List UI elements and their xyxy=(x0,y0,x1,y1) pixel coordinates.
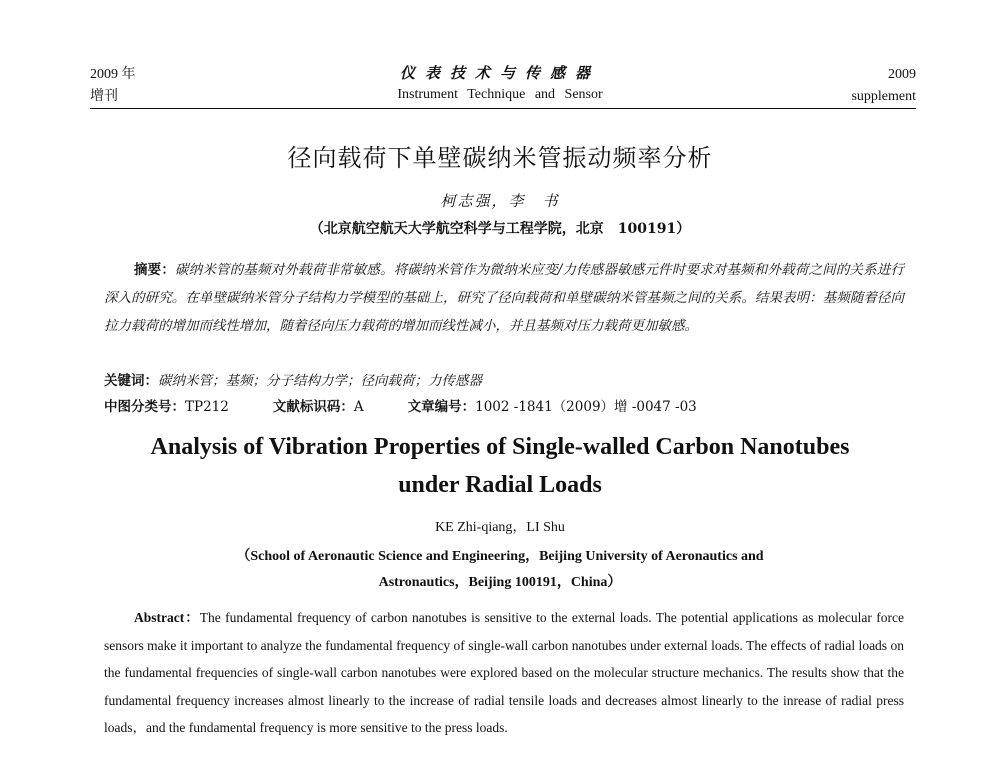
clc-value: TP212 xyxy=(185,399,229,415)
abstract-en-label: Abstract： xyxy=(134,610,200,625)
abstract-en-text: The fundamental frequency of carbon nanotubes is sensitive to the external loads. The potential applications as molecular force sensors make it important to analyze the fundamental frequency of single-wall carbon nanotubes under external loads. The effects of radial loads on the fundamental frequencies of single-wall carbon nanotubes were explored based on the molecular structure mechanics. The results show that the fundamental frequency increases almost linearly to the increase of radial tensile loads and decreases almost linearly to the inrease of radial press loads，and the fundamental frequency is more sensitive to the press loads. xyxy=(104,610,904,735)
abstract-cn-text: 碳纳米管的基频对外载荷非常敏感。将碳纳米管作为微纳米应变/力传感器敏感元件时要求对基频和外载荷之间的关系进行深入的研究。在单壁碳纳米管分子结构力学模型的基础上，研究了径向载荷和单壁碳纳米管基频之间的关系。结果表明：基频随着径向拉力载荷的增加而线性增加，随着径向压力载荷的增加而线性减小，并且基频对压力载荷更加敏感。 xyxy=(104,262,905,334)
authors-en: KE Zhi-qiang，LI Shu xyxy=(435,520,565,535)
affiliation-cn: （北京航空航天大学航空科学与工程学院，北京 100191） xyxy=(309,221,691,237)
header-year-left: 2009 年 xyxy=(90,67,136,82)
abstract-cn-label: 摘要： xyxy=(134,262,176,278)
affiliation-en xyxy=(0,544,1000,596)
article-no-value: 1002 -1841（2009）增 -0047 -03 xyxy=(475,399,697,415)
paper-title-cn: 径向载荷下单壁碳纳米管振动频率分析 xyxy=(287,144,713,172)
journal-header xyxy=(0,62,1000,106)
header-issue-left: 增刊 xyxy=(90,89,118,104)
title-en-line1: Analysis of Vibration Properties of Single-walled Carbon Nanotubes xyxy=(150,434,850,460)
doc-code-value: A xyxy=(353,399,364,415)
affiliation-en-line2: Astronautics，Beijing 100191，China） xyxy=(378,575,622,590)
header-year-right: 2009 xyxy=(888,67,916,82)
header-rule xyxy=(90,108,916,109)
clc-label: 中图分类号： xyxy=(104,399,185,415)
paper-title-en xyxy=(0,428,1000,504)
abstract-cn xyxy=(104,256,904,340)
header-issue-right: supplement xyxy=(851,89,916,104)
doc-code-label: 文献标识码： xyxy=(272,399,354,415)
keywords-cn-text: 碳纳米管；基频；分子结构力学；径向载荷；力传感器 xyxy=(158,373,482,389)
keywords-cn xyxy=(104,370,482,392)
classification-row xyxy=(104,396,697,418)
article-no-label: 文章编号： xyxy=(407,399,476,415)
header-right xyxy=(851,64,916,108)
journal-name-en: Instrument Technique and Sensor xyxy=(397,87,603,102)
abstract-en xyxy=(104,604,904,742)
title-en-line2: under Radial Loads xyxy=(398,472,602,498)
keywords-cn-label: 关键词： xyxy=(104,373,158,389)
affiliation-en-line1: （School of Aeronautic Science and Engineering，Beijing University of Aeronautics and xyxy=(236,549,764,564)
authors-cn: 柯志强，李 书 xyxy=(440,192,560,210)
journal-name-cn: 仪表技术与传感器 xyxy=(399,64,600,82)
